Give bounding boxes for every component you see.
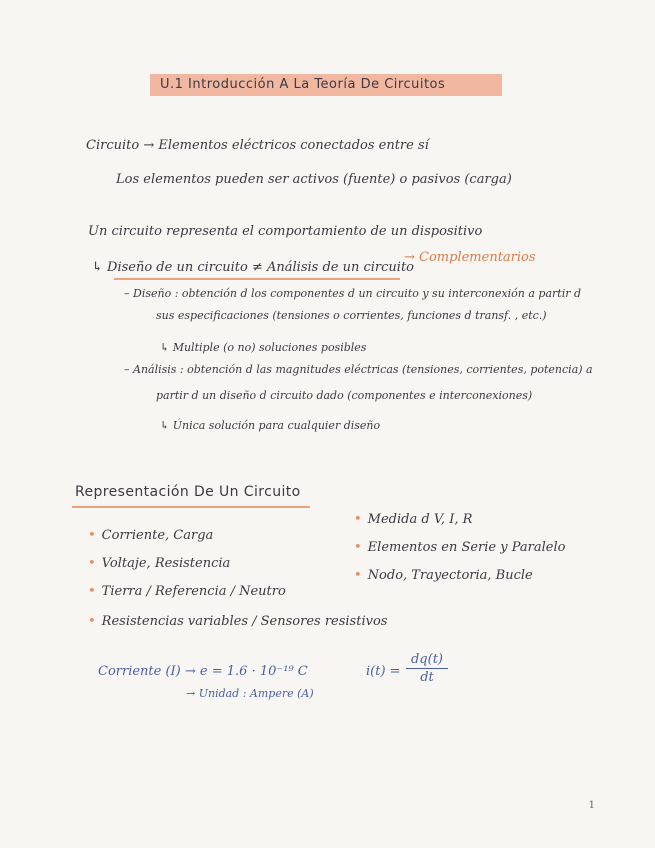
bullet-icon: • <box>354 512 362 527</box>
list-item: • Elementos en Serie y Paralelo <box>354 540 566 555</box>
note-line-design-def: – Diseño : obtención d los componentes d un circuito y su interconexión a partir d <box>124 287 582 300</box>
underline-design-analysis <box>114 278 400 280</box>
list-item: • Corriente, Carga <box>88 528 214 543</box>
note-line-analysis-solution: ↳ Única solución para cualquier diseño <box>160 419 381 432</box>
note-line-circuit-definition: Circuito → Elementos eléctricos conectados entre sí <box>86 138 429 153</box>
formula-charge: Corriente (I) → e = 1.6 · 10⁻¹⁹ C <box>98 664 308 679</box>
bullet-icon: • <box>354 540 362 555</box>
fraction-bar <box>406 668 448 669</box>
fraction-numerator: dq(t) <box>410 652 443 667</box>
fraction-denominator: dt <box>420 670 434 685</box>
list-item: • Tierra / Referencia / Neutro <box>88 584 286 599</box>
page-title: U.1 Introducción A La Teoría De Circuitos <box>150 74 502 96</box>
bullet-icon: • <box>88 584 96 599</box>
note-line-analysis-from: partir d un diseño d circuito dado (componentes e interconexiones) <box>156 389 533 402</box>
bullet-icon: • <box>354 568 362 583</box>
list-item: • Voltaje, Resistencia <box>88 556 231 571</box>
note-line-representation: Un circuito representa el comportamiento de un dispositivo <box>88 224 483 239</box>
list-item: • Nodo, Trayectoria, Bucle <box>354 568 533 583</box>
underline-section <box>72 506 310 508</box>
section-title: Representación De Un Circuito <box>75 484 301 500</box>
formula-current-lhs: i(t) = <box>366 664 401 679</box>
formula-unit: → Unidad : Ampere (A) <box>186 687 314 700</box>
note-complementary: → Complementarios <box>404 250 536 265</box>
note-line-analysis-def: – Análisis : obtención d las magnitudes eléctricas (tensiones, corrientes, potencia) a <box>124 363 593 376</box>
page-number: 1 <box>588 800 595 811</box>
bullet-icon: • <box>88 614 96 629</box>
note-line-elements: Los elementos pueden ser activos (fuente) o pasivos (carga) <box>116 172 512 187</box>
note-line-design-spec: sus especificaciones (tensiones o corrientes, funciones d transf. , etc.) <box>156 309 547 322</box>
note-line-design-vs-analysis: ↳ Diseño de un circuito ≠ Análisis de un circuito <box>92 260 414 275</box>
list-item: • Resistencias variables / Sensores resistivos <box>88 614 388 629</box>
bullet-icon: • <box>88 556 96 571</box>
bullet-icon: • <box>88 528 96 543</box>
note-line-design-solutions: ↳ Multiple (o no) soluciones posibles <box>160 341 367 354</box>
formula-fraction <box>404 652 450 685</box>
list-item: • Medida d V, I, R <box>354 512 473 527</box>
